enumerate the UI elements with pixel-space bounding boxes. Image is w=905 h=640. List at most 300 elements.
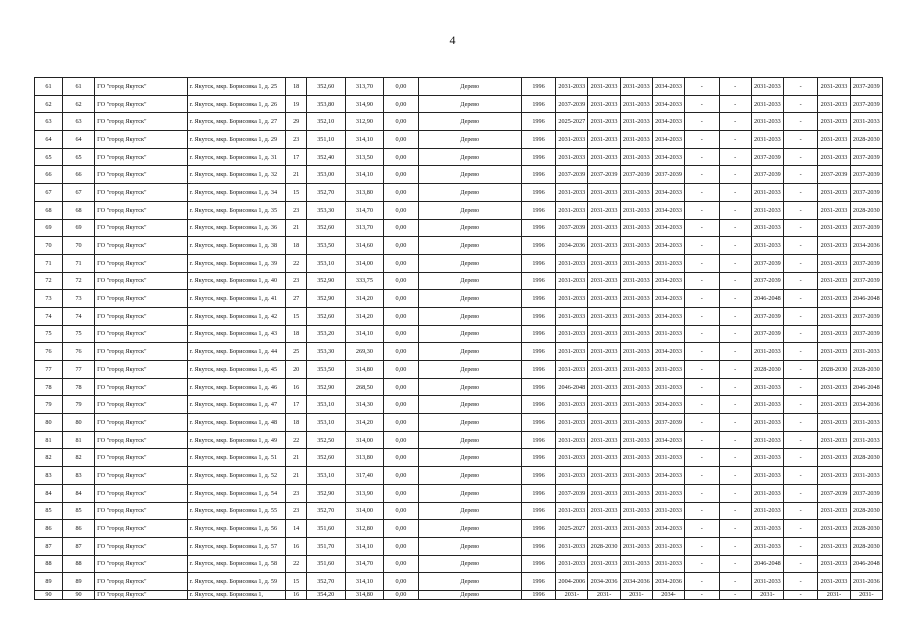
repair-period-cell: 2031-2033	[751, 95, 783, 113]
municipality-cell: ГО "город Якутск"	[95, 414, 187, 432]
count-cell: 21	[286, 449, 306, 467]
row-index-cell: 74	[62, 307, 94, 325]
repair-period-cell: -	[784, 131, 818, 149]
repair-period-cell: -	[685, 290, 719, 308]
table-row	[35, 254, 883, 272]
repair-period-cell: -	[784, 431, 818, 449]
living-area-cell: 313,80	[345, 184, 384, 202]
total-area-cell: 353,00	[306, 166, 345, 184]
wall-material-cell: Дерево	[418, 573, 521, 591]
repair-period-cell: 2031-2033	[588, 343, 620, 361]
repair-period-cell: 2031-2033	[620, 431, 652, 449]
row-index-cell: 69	[62, 219, 94, 237]
repair-period-cell: -	[719, 254, 751, 272]
municipality-cell: ГО "город Якутск"	[95, 555, 187, 573]
row-number-cell: 89	[35, 573, 63, 591]
repair-period-cell: 2031-2033	[620, 95, 652, 113]
municipality-cell: ГО "город Якутск"	[95, 307, 187, 325]
repair-period-cell: -	[784, 537, 818, 555]
address-cell: г. Якутск, мкр. Борисовка 1, д. 41	[187, 290, 286, 308]
row-index-cell: 66	[62, 166, 94, 184]
count-cell: 18	[286, 78, 306, 96]
nonliving-area-cell: 0,00	[384, 237, 418, 255]
nonliving-area-cell: 0,00	[384, 166, 418, 184]
row-index-cell: 67	[62, 184, 94, 202]
repair-period-cell: 2031-2033	[818, 414, 850, 432]
total-area-cell: 352,60	[306, 78, 345, 96]
build-year-cell: 1996	[521, 237, 555, 255]
count-cell: 15	[286, 184, 306, 202]
repair-period-cell: -	[685, 148, 719, 166]
repair-period-cell: 2031-2033	[751, 502, 783, 520]
repair-period-cell: 2031-2033	[751, 131, 783, 149]
repair-period-cell: 2031-2033	[751, 573, 783, 591]
address-cell: г. Якутск, мкр. Борисовка 1, д. 26	[187, 95, 286, 113]
row-number-cell: 67	[35, 184, 63, 202]
repair-period-cell: 2034-2033	[652, 290, 684, 308]
row-index-cell: 65	[62, 148, 94, 166]
repair-period-cell: -	[719, 590, 751, 599]
municipality-cell: ГО "город Якутск"	[95, 467, 187, 485]
repair-period-cell: 2031-2033	[751, 378, 783, 396]
wall-material-cell: Дерево	[418, 307, 521, 325]
row-index-cell: 83	[62, 467, 94, 485]
municipality-cell: ГО "город Якутск"	[95, 378, 187, 396]
repair-period-cell: 2031-2033	[818, 254, 850, 272]
repair-period-cell: 2031-2033	[850, 467, 882, 485]
repair-period-cell: -	[685, 467, 719, 485]
repair-period-cell: 2031-2033	[588, 414, 620, 432]
municipality-cell: ГО "город Якутск"	[95, 502, 187, 520]
repair-period-cell: 2031-2033	[818, 449, 850, 467]
repair-period-cell: -	[784, 378, 818, 396]
total-area-cell: 351,10	[306, 131, 345, 149]
nonliving-area-cell: 0,00	[384, 290, 418, 308]
repair-period-cell: 2034-2033	[652, 78, 684, 96]
repair-period-cell: 2031-2033	[556, 361, 588, 379]
repair-period-cell: 2034-2036	[588, 573, 620, 591]
row-number-cell: 74	[35, 307, 63, 325]
repair-period-cell: 2031-	[620, 590, 652, 599]
total-area-cell: 351,70	[306, 537, 345, 555]
repair-period-cell: 2046-2048	[751, 290, 783, 308]
repair-period-cell: 2028-2030	[850, 537, 882, 555]
row-number-cell: 87	[35, 537, 63, 555]
municipality-cell: ГО "город Якутск"	[95, 520, 187, 538]
nonliving-area-cell: 0,00	[384, 343, 418, 361]
count-cell: 29	[286, 113, 306, 131]
wall-material-cell: Дерево	[418, 343, 521, 361]
address-cell: г. Якутск, мкр. Борисовка 1, д. 59	[187, 573, 286, 591]
row-index-cell: 85	[62, 502, 94, 520]
living-area-cell: 314,30	[345, 396, 384, 414]
repair-period-cell: 2034-2036	[620, 573, 652, 591]
repair-period-cell: 2031-2033	[620, 148, 652, 166]
repair-period-cell: 2031-2033	[818, 78, 850, 96]
wall-material-cell: Дерево	[418, 414, 521, 432]
nonliving-area-cell: 0,00	[384, 201, 418, 219]
repair-period-cell: -	[719, 484, 751, 502]
repair-period-cell: 2028-2030	[850, 502, 882, 520]
count-cell: 27	[286, 290, 306, 308]
repair-period-cell: 2028-2030	[850, 449, 882, 467]
repair-period-cell: 2034-2033	[652, 95, 684, 113]
row-index-cell: 87	[62, 537, 94, 555]
repair-period-cell: 2031-2033	[751, 467, 783, 485]
repair-period-cell: 2034-2033	[652, 113, 684, 131]
repair-period-cell: 2031-2033	[751, 431, 783, 449]
address-cell: г. Якутск, мкр. Борисовка 1, д. 49	[187, 431, 286, 449]
repair-period-cell: 2031-2033	[588, 113, 620, 131]
row-number-cell: 66	[35, 166, 63, 184]
living-area-cell: 314,90	[345, 95, 384, 113]
table-row	[35, 520, 883, 538]
build-year-cell: 1996	[521, 590, 555, 599]
total-area-cell: 352,60	[306, 219, 345, 237]
count-cell: 23	[286, 272, 306, 290]
repair-period-cell: -	[784, 590, 818, 599]
repair-period-cell: -	[784, 184, 818, 202]
table-row	[35, 343, 883, 361]
repair-period-cell: -	[719, 431, 751, 449]
repair-period-cell: -	[719, 414, 751, 432]
repair-period-cell: 2031-2033	[588, 254, 620, 272]
nonliving-area-cell: 0,00	[384, 272, 418, 290]
total-area-cell: 352,50	[306, 431, 345, 449]
repair-period-cell: 2028-2030	[588, 537, 620, 555]
address-cell: г. Якутск, мкр. Борисовка 1, д. 45	[187, 361, 286, 379]
row-index-cell: 82	[62, 449, 94, 467]
repair-period-cell: 2031-2033	[588, 95, 620, 113]
repair-period-cell: 2031-2033	[620, 449, 652, 467]
build-year-cell: 1996	[521, 254, 555, 272]
table-row	[35, 201, 883, 219]
repair-period-cell: -	[719, 343, 751, 361]
repair-period-cell: 2031-2033	[652, 502, 684, 520]
repair-period-cell: 2031-2033	[556, 78, 588, 96]
table-row	[35, 361, 883, 379]
repair-period-cell: 2034-2033	[652, 184, 684, 202]
nonliving-area-cell: 0,00	[384, 520, 418, 538]
repair-period-cell: -	[719, 272, 751, 290]
repair-period-cell: 2031-2033	[620, 520, 652, 538]
total-area-cell: 353,20	[306, 325, 345, 343]
address-cell: г. Якутск, мкр. Борисовка 1, д. 34	[187, 184, 286, 202]
housing-register-table	[34, 77, 883, 600]
repair-period-cell: 2031-2033	[556, 414, 588, 432]
repair-period-cell: 2031-2033	[588, 484, 620, 502]
repair-period-cell: -	[784, 396, 818, 414]
repair-period-cell: 2031-2033	[588, 502, 620, 520]
repair-period-cell: -	[784, 361, 818, 379]
repair-period-cell: 2031-2033	[818, 573, 850, 591]
address-cell: г. Якутск, мкр. Борисовка 1, д. 58	[187, 555, 286, 573]
living-area-cell: 314,10	[345, 573, 384, 591]
repair-period-cell: 2034-2036	[556, 237, 588, 255]
count-cell: 15	[286, 307, 306, 325]
repair-period-cell: 2031-2033	[620, 343, 652, 361]
count-cell: 22	[286, 254, 306, 272]
municipality-cell: ГО "город Якутск"	[95, 290, 187, 308]
count-cell: 18	[286, 237, 306, 255]
repair-period-cell: 2031-2033	[588, 378, 620, 396]
repair-period-cell: 2031-2033	[588, 396, 620, 414]
repair-period-cell: -	[685, 272, 719, 290]
repair-period-cell: 2031-2033	[588, 201, 620, 219]
repair-period-cell: 2037-2039	[751, 254, 783, 272]
nonliving-area-cell: 0,00	[384, 396, 418, 414]
nonliving-area-cell: 0,00	[384, 467, 418, 485]
count-cell: 22	[286, 431, 306, 449]
wall-material-cell: Дерево	[418, 290, 521, 308]
nonliving-area-cell: 0,00	[384, 502, 418, 520]
wall-material-cell: Дерево	[418, 325, 521, 343]
address-cell: г. Якутск, мкр. Борисовка 1, д. 46	[187, 378, 286, 396]
repair-period-cell: 2031-2033	[588, 431, 620, 449]
total-area-cell: 354,20	[306, 590, 345, 599]
total-area-cell: 352,60	[306, 449, 345, 467]
row-number-cell: 62	[35, 95, 63, 113]
repair-period-cell: 2031-2033	[818, 131, 850, 149]
build-year-cell: 1996	[521, 131, 555, 149]
table-row	[35, 166, 883, 184]
repair-period-cell: 2031-2033	[652, 555, 684, 573]
repair-period-cell: -	[719, 502, 751, 520]
repair-period-cell: 2031-2033	[620, 325, 652, 343]
repair-period-cell: 2031-2033	[556, 396, 588, 414]
repair-period-cell: 2034-2033	[652, 396, 684, 414]
wall-material-cell: Дерево	[418, 219, 521, 237]
repair-period-cell: -	[784, 272, 818, 290]
municipality-cell: ГО "город Якутск"	[95, 201, 187, 219]
nonliving-area-cell: 0,00	[384, 307, 418, 325]
nonliving-area-cell: 0,00	[384, 184, 418, 202]
repair-period-cell: -	[719, 555, 751, 573]
repair-period-cell: -	[719, 219, 751, 237]
repair-period-cell: 2031-2033	[588, 148, 620, 166]
repair-period-cell: 2031-2036	[850, 573, 882, 591]
repair-period-cell: 2031-2033	[588, 290, 620, 308]
repair-period-cell: -	[784, 307, 818, 325]
living-area-cell: 333,75	[345, 272, 384, 290]
repair-period-cell: 2034-2033	[652, 520, 684, 538]
build-year-cell: 1996	[521, 484, 555, 502]
repair-period-cell: -	[685, 237, 719, 255]
row-number-cell: 72	[35, 272, 63, 290]
municipality-cell: ГО "город Якутск"	[95, 573, 187, 591]
repair-period-cell: -	[685, 484, 719, 502]
repair-period-cell: -	[784, 148, 818, 166]
repair-period-cell: -	[685, 254, 719, 272]
table-row	[35, 325, 883, 343]
row-index-cell: 81	[62, 431, 94, 449]
repair-period-cell: 2031-2033	[556, 272, 588, 290]
repair-period-cell: 2031-	[588, 590, 620, 599]
build-year-cell: 1996	[521, 290, 555, 308]
repair-period-cell: 2031-2033	[620, 272, 652, 290]
build-year-cell: 1996	[521, 219, 555, 237]
repair-period-cell: -	[719, 307, 751, 325]
build-year-cell: 1996	[521, 78, 555, 96]
repair-period-cell: 2031-2033	[850, 431, 882, 449]
row-number-cell: 82	[35, 449, 63, 467]
repair-period-cell: 2031-2033	[588, 449, 620, 467]
living-area-cell: 313,70	[345, 219, 384, 237]
repair-period-cell: -	[685, 555, 719, 573]
build-year-cell: 1996	[521, 325, 555, 343]
repair-period-cell: -	[685, 184, 719, 202]
nonliving-area-cell: 0,00	[384, 590, 418, 599]
build-year-cell: 1996	[521, 201, 555, 219]
row-number-cell: 84	[35, 484, 63, 502]
repair-period-cell: 2037-2039	[556, 166, 588, 184]
row-number-cell: 63	[35, 113, 63, 131]
row-index-cell: 88	[62, 555, 94, 573]
table-row	[35, 113, 883, 131]
repair-period-cell: -	[784, 254, 818, 272]
total-area-cell: 353,10	[306, 254, 345, 272]
wall-material-cell: Дерево	[418, 484, 521, 502]
repair-period-cell: 2025-2027	[556, 113, 588, 131]
total-area-cell: 352,10	[306, 113, 345, 131]
repair-period-cell: -	[719, 520, 751, 538]
row-index-cell: 73	[62, 290, 94, 308]
nonliving-area-cell: 0,00	[384, 555, 418, 573]
living-area-cell: 313,50	[345, 148, 384, 166]
living-area-cell: 312,80	[345, 520, 384, 538]
repair-period-cell: -	[685, 325, 719, 343]
repair-period-cell: -	[685, 520, 719, 538]
repair-period-cell: -	[784, 113, 818, 131]
repair-period-cell: 2031-2033	[818, 467, 850, 485]
count-cell: 18	[286, 414, 306, 432]
living-area-cell: 314,00	[345, 502, 384, 520]
repair-period-cell: 2031-2033	[620, 414, 652, 432]
address-cell: г. Якутск, мкр. Борисовка 1, д. 42	[187, 307, 286, 325]
wall-material-cell: Дерево	[418, 95, 521, 113]
repair-period-cell: -	[685, 113, 719, 131]
address-cell: г. Якутск, мкр. Борисовка 1, д. 25	[187, 78, 286, 96]
repair-period-cell: 2034-2033	[652, 467, 684, 485]
municipality-cell: ГО "город Якутск"	[95, 325, 187, 343]
repair-period-cell: 2031-2033	[588, 361, 620, 379]
total-area-cell: 352,70	[306, 573, 345, 591]
repair-period-cell: -	[784, 502, 818, 520]
repair-period-cell: 2031-2033	[620, 113, 652, 131]
build-year-cell: 1996	[521, 520, 555, 538]
repair-period-cell: 2031-2033	[588, 237, 620, 255]
repair-period-cell: 2028-2030	[751, 361, 783, 379]
address-cell: г. Якутск, мкр. Борисовка 1, д. 43	[187, 325, 286, 343]
repair-period-cell: 2028-2030	[850, 361, 882, 379]
repair-period-cell: -	[685, 166, 719, 184]
row-index-cell: 89	[62, 573, 94, 591]
table-row	[35, 272, 883, 290]
repair-period-cell: 2031-2033	[818, 219, 850, 237]
repair-period-cell: 2031-2033	[620, 131, 652, 149]
repair-period-cell: 2031-2033	[818, 237, 850, 255]
repair-period-cell: 2031-2033	[818, 502, 850, 520]
repair-period-cell: 2031-2033	[556, 254, 588, 272]
table-row	[35, 184, 883, 202]
nonliving-area-cell: 0,00	[384, 361, 418, 379]
repair-period-cell: 2037-2039	[850, 78, 882, 96]
address-cell: г. Якутск, мкр. Борисовка 1, д. 48	[187, 414, 286, 432]
repair-period-cell: 2031-	[556, 590, 588, 599]
wall-material-cell: Дерево	[418, 148, 521, 166]
build-year-cell: 1996	[521, 537, 555, 555]
living-area-cell: 314,60	[345, 237, 384, 255]
repair-period-cell: 2031-2033	[588, 78, 620, 96]
repair-period-cell: -	[719, 166, 751, 184]
repair-period-cell: 2031-2033	[751, 343, 783, 361]
repair-period-cell: 2037-2039	[620, 166, 652, 184]
repair-period-cell: 2031-2033	[620, 290, 652, 308]
living-area-cell: 314,00	[345, 431, 384, 449]
total-area-cell: 353,50	[306, 361, 345, 379]
repair-period-cell: -	[685, 431, 719, 449]
wall-material-cell: Дерево	[418, 113, 521, 131]
repair-period-cell: 2031-	[818, 590, 850, 599]
repair-period-cell: 2037-2039	[850, 272, 882, 290]
address-cell: г. Якутск, мкр. Борисовка 1, д. 52	[187, 467, 286, 485]
row-index-cell: 61	[62, 78, 94, 96]
nonliving-area-cell: 0,00	[384, 431, 418, 449]
municipality-cell: ГО "город Якутск"	[95, 166, 187, 184]
municipality-cell: ГО "город Якутск"	[95, 254, 187, 272]
repair-period-cell: -	[784, 414, 818, 432]
municipality-cell: ГО "город Якутск"	[95, 219, 187, 237]
repair-period-cell: -	[685, 343, 719, 361]
repair-period-cell: 2031-2033	[556, 131, 588, 149]
row-index-cell: 68	[62, 201, 94, 219]
municipality-cell: ГО "город Якутск"	[95, 537, 187, 555]
repair-period-cell: 2034-2033	[652, 237, 684, 255]
living-area-cell: 314,70	[345, 555, 384, 573]
repair-period-cell: 2037-2039	[850, 254, 882, 272]
repair-period-cell: -	[685, 414, 719, 432]
repair-period-cell: -	[784, 166, 818, 184]
repair-period-cell: 2034-2036	[652, 573, 684, 591]
table-row	[35, 573, 883, 591]
repair-period-cell: 2031-2033	[556, 148, 588, 166]
repair-period-cell: 2031-2033	[556, 555, 588, 573]
nonliving-area-cell: 0,00	[384, 414, 418, 432]
repair-period-cell: 2031-	[751, 590, 783, 599]
build-year-cell: 1996	[521, 573, 555, 591]
repair-period-cell: 2037-2039	[751, 166, 783, 184]
row-number-cell: 61	[35, 78, 63, 96]
repair-period-cell: 2031-2033	[818, 537, 850, 555]
municipality-cell: ГО "город Якутск"	[95, 449, 187, 467]
repair-period-cell: 2034-2033	[652, 307, 684, 325]
repair-period-cell: 2031-2033	[751, 484, 783, 502]
repair-period-cell: -	[719, 131, 751, 149]
repair-period-cell: 2034-2033	[652, 272, 684, 290]
repair-period-cell: 2031-2033	[620, 484, 652, 502]
repair-period-cell: 2031-2033	[751, 184, 783, 202]
total-area-cell: 353,80	[306, 95, 345, 113]
repair-period-cell: 2031-2033	[620, 378, 652, 396]
table-row	[35, 431, 883, 449]
address-cell: г. Якутск, мкр. Борисовка 1, д. 56	[187, 520, 286, 538]
build-year-cell: 1996	[521, 502, 555, 520]
repair-period-cell: -	[719, 449, 751, 467]
table-row	[35, 307, 883, 325]
repair-period-cell: 2031-2033	[751, 396, 783, 414]
repair-period-cell: 2031-2033	[588, 184, 620, 202]
repair-period-cell: 2031-2033	[588, 325, 620, 343]
